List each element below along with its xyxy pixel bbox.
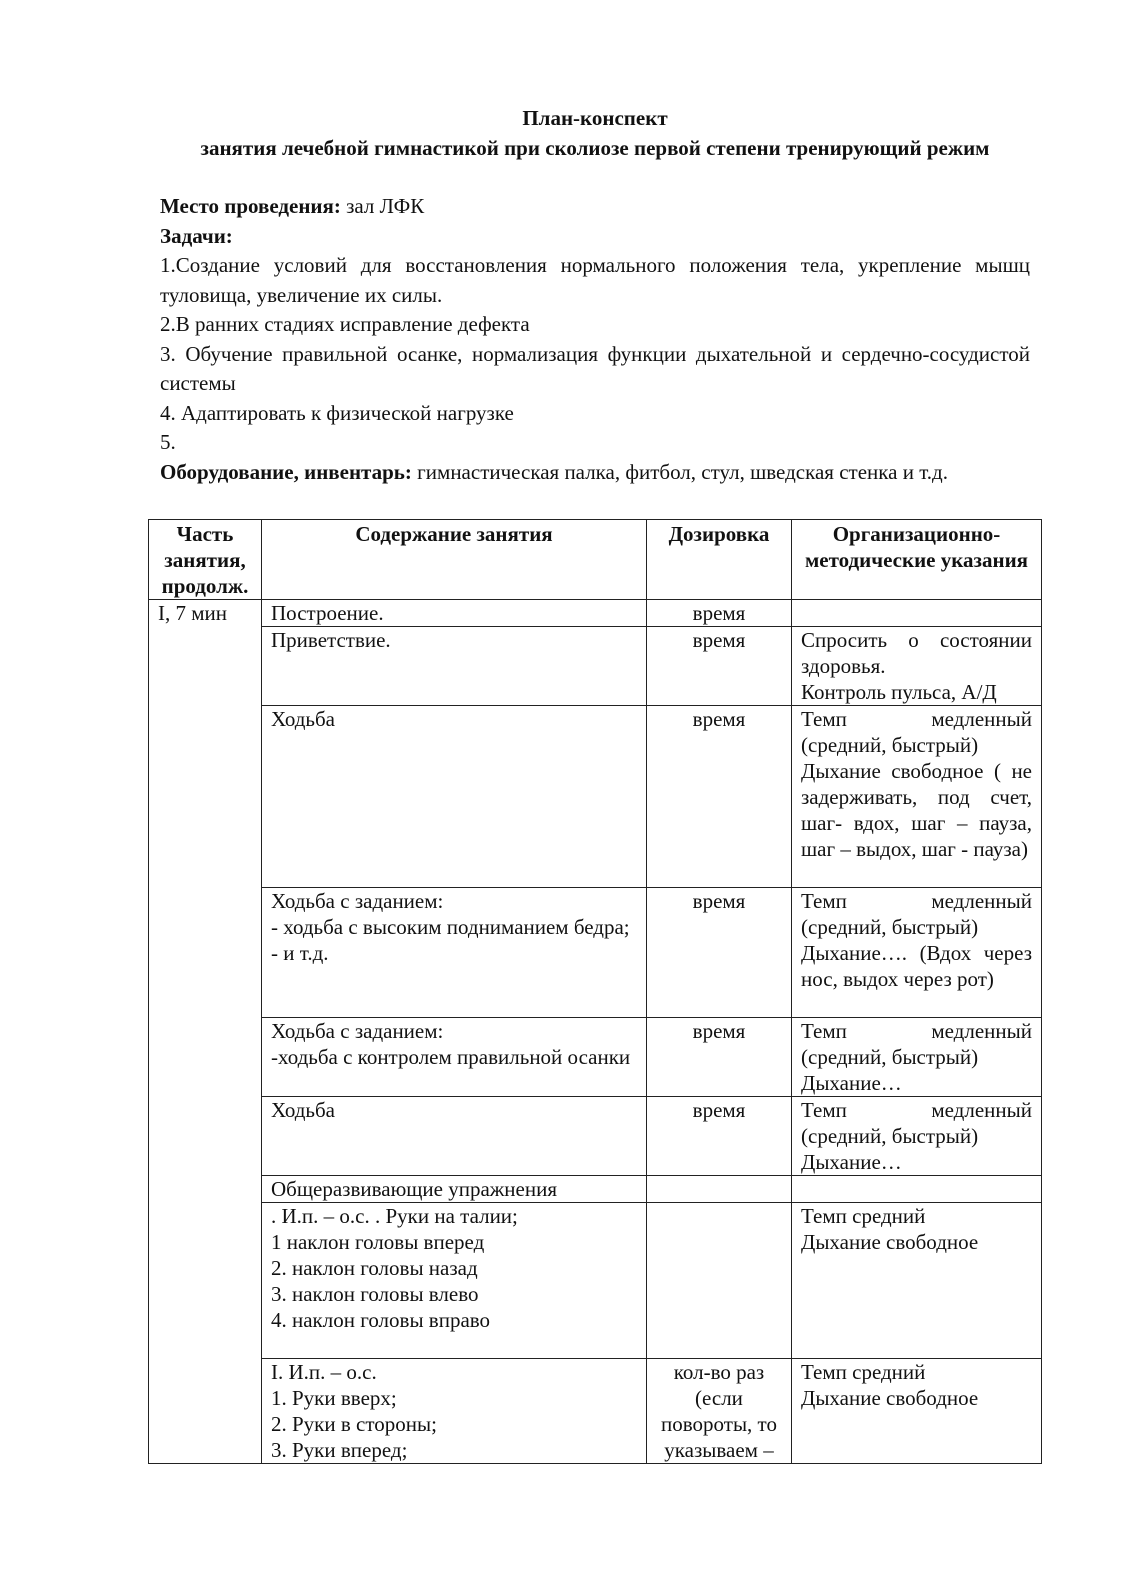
table-row <box>149 1097 1042 1176</box>
place-value: зал ЛФК <box>340 194 425 218</box>
header-part: Часть занятия, продолж. <box>149 520 262 600</box>
notes-cell: Темп медленный (средний, быстрый) Дыхание… <box>792 1018 1042 1097</box>
notes-cell: Спросить о состоянии здоровья. Контроль пульса, А/Д <box>792 627 1042 706</box>
notes-cell: Темп медленный (средний, быстрый) Дыхание…. (Вдох через нос, выдох через рот) <box>792 888 1042 1018</box>
table-row <box>149 888 1042 1018</box>
part-cell: I, 7 мин <box>149 600 262 1464</box>
content-cell: Ходьба с заданием: -ходьба с контролем правильной осанки <box>262 1018 647 1097</box>
table-row <box>149 1203 1042 1359</box>
task-1: 1.Создание условий для восстановления нормального положения тела, укрепление мышц туловища, увеличение их силы. <box>160 253 1030 307</box>
content-cell: Построение. <box>262 600 647 627</box>
document-title: План-конспект <box>522 106 668 130</box>
table-row <box>149 1176 1042 1203</box>
table-header-row <box>149 520 1042 600</box>
dosage-cell: время <box>647 627 792 706</box>
equipment-value: гимнастическая палка, фитбол, стул, шведская стенка и т.д. <box>411 459 948 484</box>
dosage-cell: время <box>647 706 792 888</box>
notes-cell <box>792 1176 1042 1203</box>
header-content: Содержание занятия <box>262 520 647 600</box>
place-line <box>160 192 1030 222</box>
equipment-line <box>160 458 1030 488</box>
place-label: Место проведения: <box>160 194 341 218</box>
content-cell: Ходьба с заданием: - ходьба с высоким подниманием бедра; - и т.д. <box>262 888 647 1018</box>
equipment-label: Оборудование, инвентарь: <box>160 459 412 484</box>
content-cell: Ходьба <box>262 1097 647 1176</box>
table-row <box>149 1018 1042 1097</box>
notes-cell: Темп средний Дыхание свободное <box>792 1203 1042 1359</box>
dosage-cell <box>647 1203 792 1359</box>
notes-cell: Темп медленный (средний, быстрый) Дыхание свободное ( не задерживать, под счет, шаг- вдох, шаг – пауза, шаг – выдох, шаг - пауза) <box>792 706 1042 888</box>
header-dosage: Дозировка <box>647 520 792 600</box>
document-subtitle: занятия лечебной гимнастикой при сколиозе первой степени тренирующий режим <box>200 136 990 160</box>
table-row <box>149 706 1042 888</box>
task-4: 4. Адаптировать к физической нагрузке <box>160 400 514 425</box>
dosage-cell: время <box>647 1018 792 1097</box>
dosage-cell <box>647 1176 792 1203</box>
table-row <box>149 1359 1042 1464</box>
content-cell: . И.п. – о.с. . Руки на талии; 1 наклон головы вперед 2. наклон головы назад 3. наклон головы влево 4. наклон головы вправо <box>262 1203 647 1359</box>
task-3: 3. Обучение правильной осанке, нормализация функции дыхательной и сердечно-сосудистой системы <box>160 341 1030 395</box>
notes-cell: Темп медленный (средний, быстрый) Дыхание… <box>792 1097 1042 1176</box>
table-row <box>149 627 1042 706</box>
lesson-info <box>160 192 1030 487</box>
dosage-cell: кол-во раз (если повороты, то указываем – <box>647 1359 792 1464</box>
task-5: 5. <box>160 430 176 454</box>
header-notes: Организационно-методические указания <box>792 520 1042 600</box>
dosage-cell: время <box>647 600 792 627</box>
notes-cell: Темп средний Дыхание свободное <box>792 1359 1042 1464</box>
content-cell: I. И.п. – о.с. 1. Руки вверх; 2. Руки в стороны; 3. Руки вперед; <box>262 1359 647 1464</box>
content-cell: Общеразвивающие упражнения <box>262 1176 647 1203</box>
content-cell: Приветствие. <box>262 627 647 706</box>
table-row <box>149 600 1042 627</box>
dosage-cell: время <box>647 888 792 1018</box>
dosage-cell: время <box>647 1097 792 1176</box>
tasks-heading: Задачи: <box>160 223 233 248</box>
task-2: 2.В ранних стадиях исправление дефекта <box>160 312 530 336</box>
notes-cell <box>792 600 1042 627</box>
lesson-plan-table <box>148 519 1042 1464</box>
content-cell: Ходьба <box>262 706 647 888</box>
